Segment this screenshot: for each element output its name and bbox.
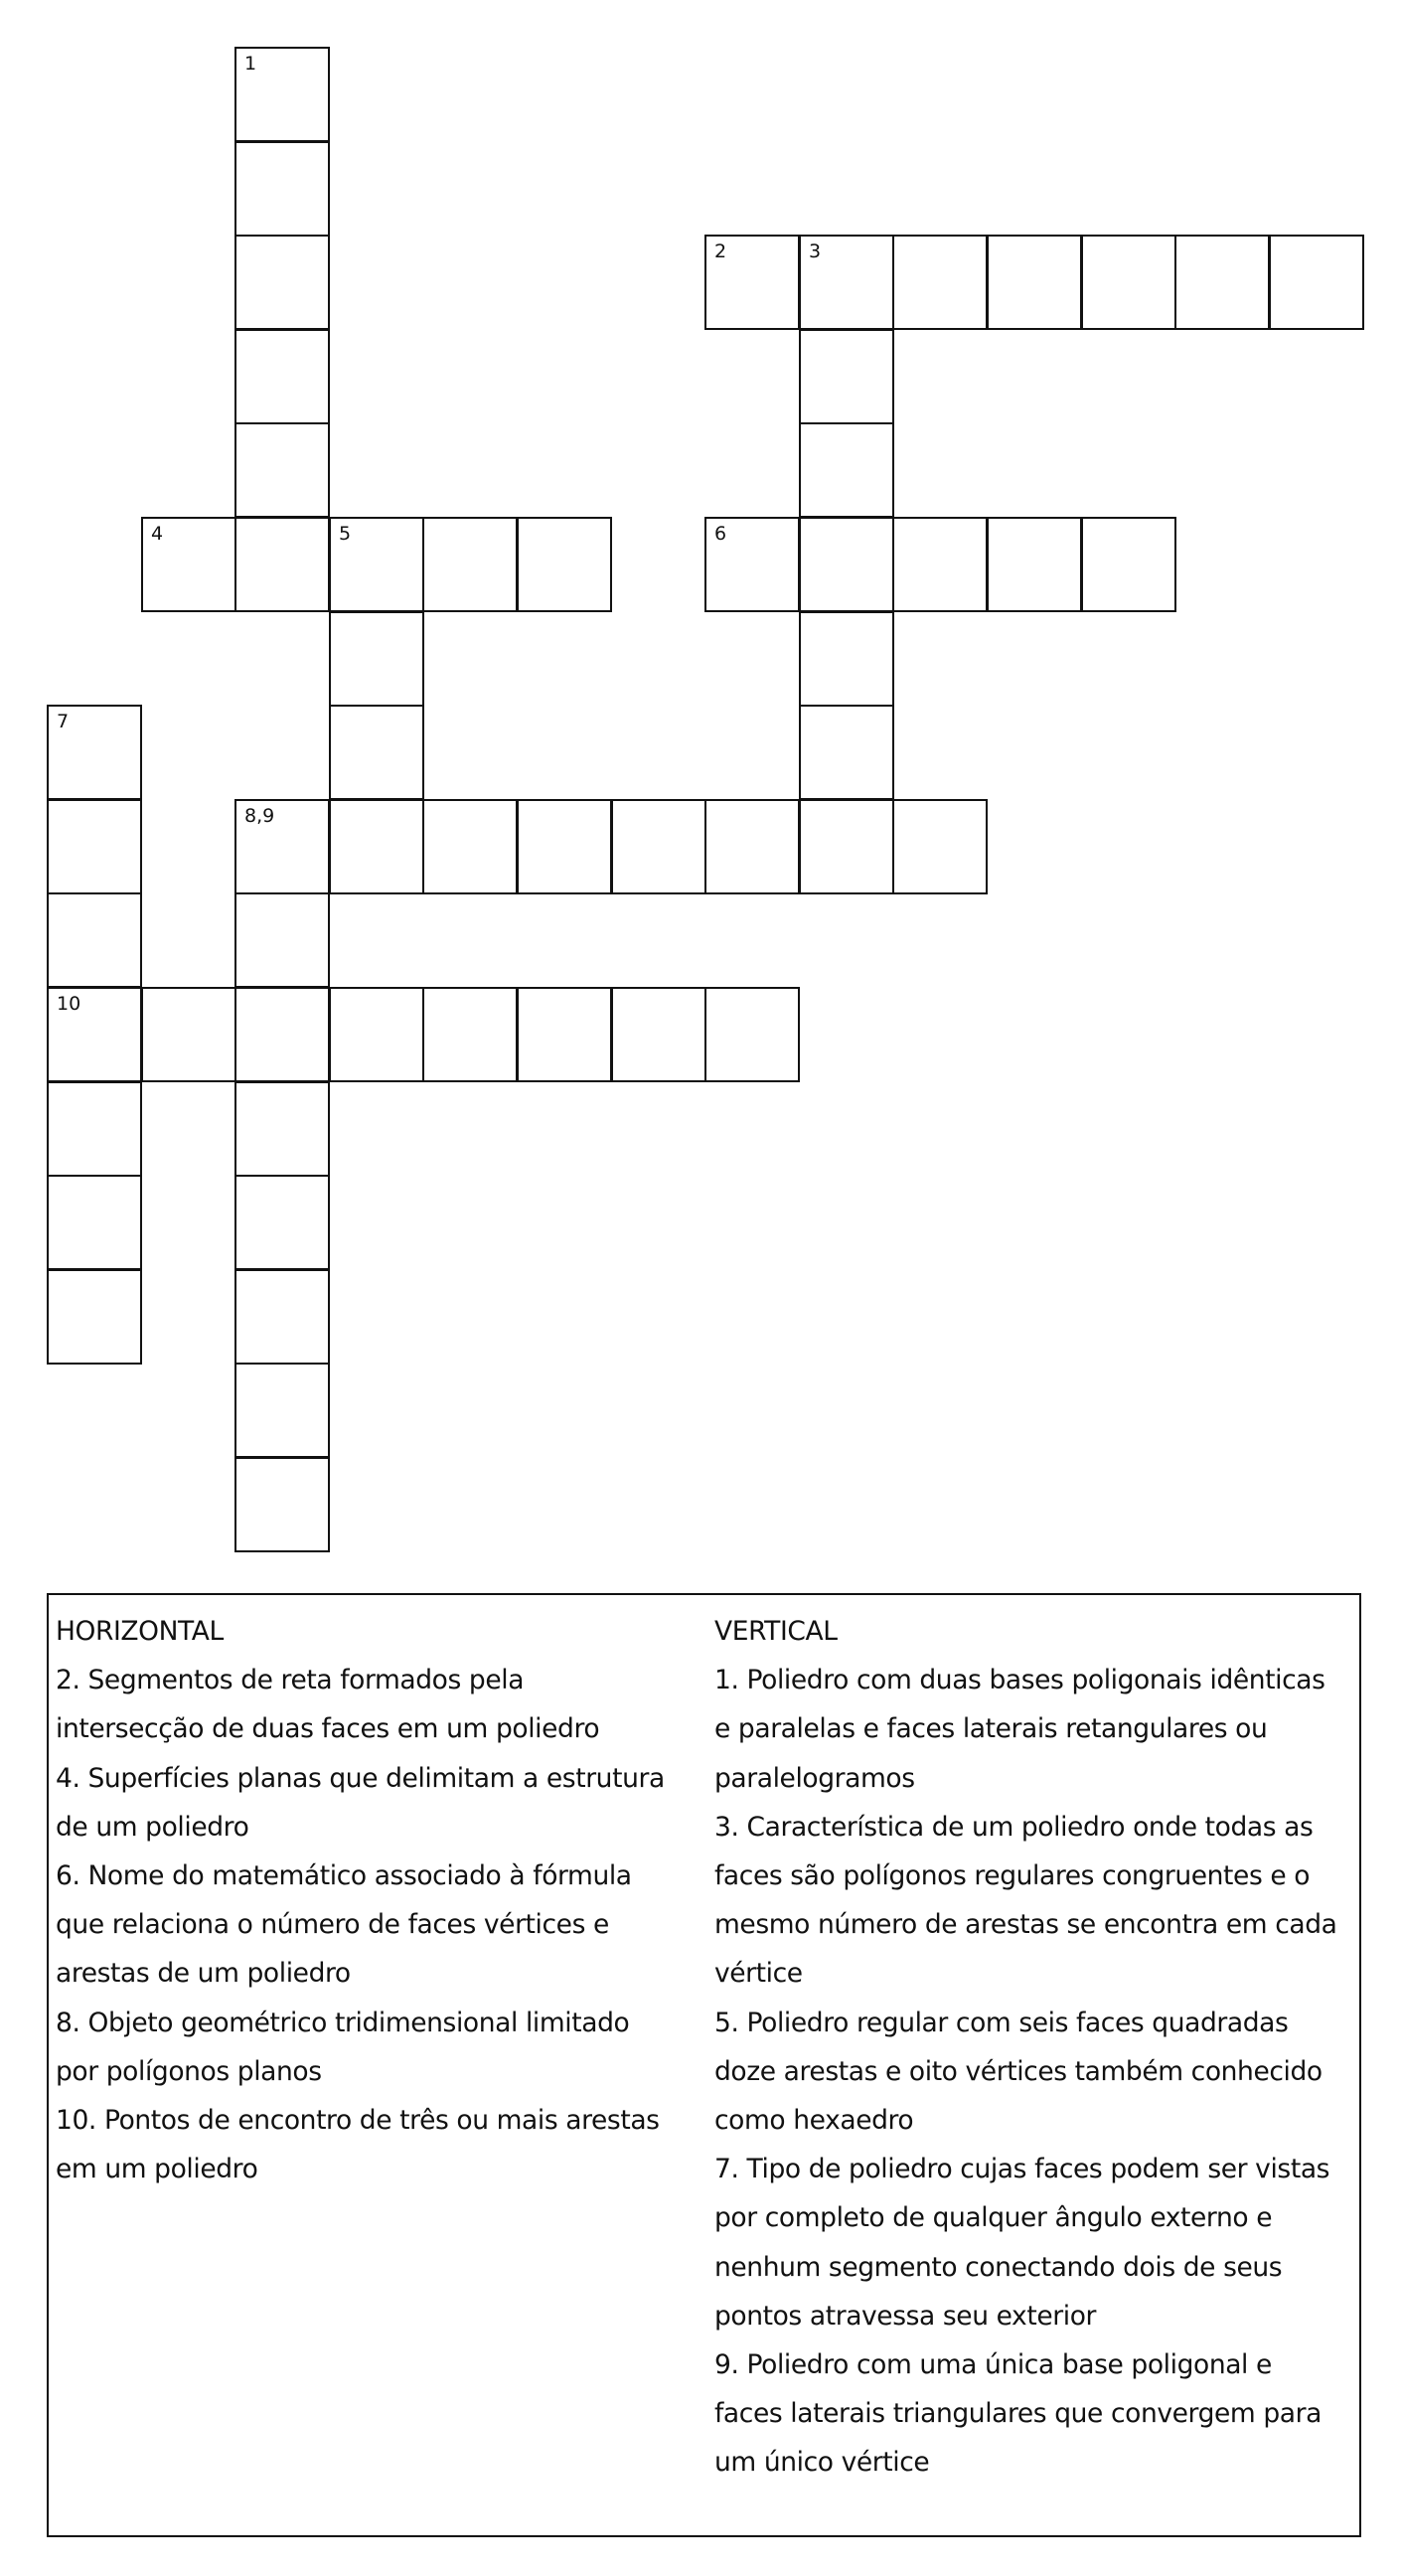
crossword-cell[interactable] [704, 235, 800, 330]
crossword-cell[interactable] [892, 517, 988, 612]
crossword-cell[interactable] [611, 799, 706, 894]
crossword-cell[interactable] [892, 799, 988, 894]
clue-line: um único vértice [714, 2447, 930, 2479]
crossword-cell[interactable] [234, 892, 330, 988]
clue-line: como hexaedro [714, 2105, 914, 2137]
crossword-cell[interactable] [47, 1269, 142, 1365]
clue-line: arestas de um poliedro [56, 1958, 351, 1990]
clue-line: 1. Poliedro com duas bases poligonais idênticas [714, 1665, 1325, 1696]
crossword-cell[interactable] [422, 987, 518, 1082]
crossword-cell[interactable] [47, 799, 142, 894]
crossword-cell[interactable] [892, 235, 988, 330]
crossword-cell[interactable] [47, 1081, 142, 1177]
crossword-cell[interactable] [1174, 235, 1270, 330]
clue-line: 4. Superfícies planas que delimitam a estrutura [56, 1762, 665, 1794]
clue-number: 4 [151, 523, 164, 545]
crossword-cell[interactable] [234, 799, 330, 894]
clue-line: 10. Pontos de encontro de três ou mais arestas [56, 2105, 660, 2137]
clue-line: por polígonos planos [56, 2055, 322, 2087]
clue-line: vértice [714, 1958, 803, 1990]
clue-line: 7. Tipo de poliedro cujas faces podem ser vistas [714, 2154, 1330, 2185]
crossword-cell[interactable] [704, 987, 800, 1082]
clue-line: 3. Característica de um poliedro onde todas as [714, 1811, 1314, 1843]
clue-number: 10 [57, 993, 81, 1015]
crossword-cell[interactable] [234, 1457, 330, 1552]
crossword-cell[interactable] [234, 987, 330, 1082]
crossword-cell[interactable] [234, 517, 330, 612]
crossword-cell[interactable] [799, 799, 894, 894]
crossword-cell[interactable] [141, 517, 236, 612]
crossword-cell[interactable] [329, 987, 424, 1082]
clue-line: 9. Poliedro com uma única base poligonal e [714, 2349, 1272, 2381]
crossword-cell[interactable] [517, 799, 612, 894]
clue-line: e paralelas e faces laterais retangulares ou [714, 1713, 1268, 1745]
crossword-cell[interactable] [704, 517, 800, 612]
clue-number: 5 [339, 523, 352, 545]
crossword-cell[interactable] [422, 517, 518, 612]
crossword-cell[interactable] [234, 1081, 330, 1177]
clue-line: faces são polígonos regulares congruentes e o [714, 1860, 1311, 1892]
crossword-cell[interactable] [234, 235, 330, 330]
crossword-cell[interactable] [234, 1269, 330, 1365]
crossword-cell[interactable] [329, 611, 424, 707]
clue-line: 2. Segmentos de reta formados pela [56, 1665, 525, 1696]
crossword-cell[interactable] [799, 611, 894, 707]
clue-line: por completo de qualquer ângulo externo e [714, 2202, 1273, 2234]
crossword-cell[interactable] [329, 799, 424, 894]
clue-line: 6. Nome do matemático associado à fórmula [56, 1860, 632, 1892]
clue-line: pontos atravessa seu exterior [714, 2300, 1096, 2332]
crossword-cell[interactable] [234, 1363, 330, 1458]
crossword-cell[interactable] [799, 235, 894, 330]
crossword-cell[interactable] [234, 141, 330, 237]
clue-number: 2 [714, 241, 727, 262]
crossword-cell[interactable] [799, 705, 894, 800]
crossword-cell[interactable] [47, 987, 142, 1082]
clue-line: nenhum segmento conectando dois de seus [714, 2251, 1283, 2283]
clue-line: 8. Objeto geométrico tridimensional limitado [56, 2007, 630, 2038]
clue-line: que relaciona o número de faces vértices e [56, 1909, 609, 1941]
clue-line: 5. Poliedro regular com seis faces quadradas [714, 2007, 1289, 2038]
crossword-cell[interactable] [1269, 235, 1364, 330]
crossword-cell[interactable] [47, 705, 142, 800]
crossword-cell[interactable] [799, 329, 894, 424]
clue-line: doze arestas e oito vértices também conhecido [714, 2055, 1323, 2087]
clue-line: paralelogramos [714, 1762, 915, 1794]
clue-line: faces laterais triangulares que convergem para [714, 2398, 1322, 2430]
crossword-cell[interactable] [141, 987, 236, 1082]
clue-line: mesmo número de arestas se encontra em cada [714, 1909, 1337, 1941]
crossword-cell[interactable] [1081, 235, 1176, 330]
clue-number: 3 [809, 241, 822, 262]
crossword-cell[interactable] [704, 799, 800, 894]
crossword-cell[interactable] [987, 517, 1082, 612]
vertical-clues [714, 1607, 1360, 2488]
horizontal-heading: HORIZONTAL [56, 1616, 224, 1647]
crossword-cell[interactable] [47, 1175, 142, 1270]
crossword-cell[interactable] [799, 517, 894, 612]
crossword-cell[interactable] [611, 987, 706, 1082]
crossword-cell[interactable] [234, 422, 330, 518]
crossword-cell[interactable] [234, 329, 330, 424]
horizontal-clue-list [56, 1656, 692, 2193]
crossword-cell[interactable] [517, 517, 612, 612]
crossword-cell[interactable] [329, 517, 424, 612]
crossword-cell[interactable] [422, 799, 518, 894]
crossword-cell[interactable] [1081, 517, 1176, 612]
crossword-cell[interactable] [517, 987, 612, 1082]
clue-number: 1 [244, 53, 257, 75]
clue-line: intersecção de duas faces em um poliedro [56, 1713, 600, 1745]
crossword-cell[interactable] [234, 1175, 330, 1270]
crossword-cell[interactable] [329, 705, 424, 800]
crossword-cell[interactable] [234, 47, 330, 142]
clue-number: 6 [714, 523, 727, 545]
clue-number: 8,9 [244, 805, 275, 827]
clue-number: 7 [57, 711, 70, 732]
crossword-cell[interactable] [799, 422, 894, 518]
horizontal-clues [56, 1607, 692, 2193]
clue-box [47, 1593, 1361, 2537]
clue-line: em um poliedro [56, 2154, 258, 2185]
crossword-cell[interactable] [47, 892, 142, 988]
clue-line: de um poliedro [56, 1811, 249, 1843]
vertical-heading: VERTICAL [714, 1616, 838, 1647]
crossword-cell[interactable] [987, 235, 1082, 330]
vertical-clue-list [714, 1656, 1360, 2487]
